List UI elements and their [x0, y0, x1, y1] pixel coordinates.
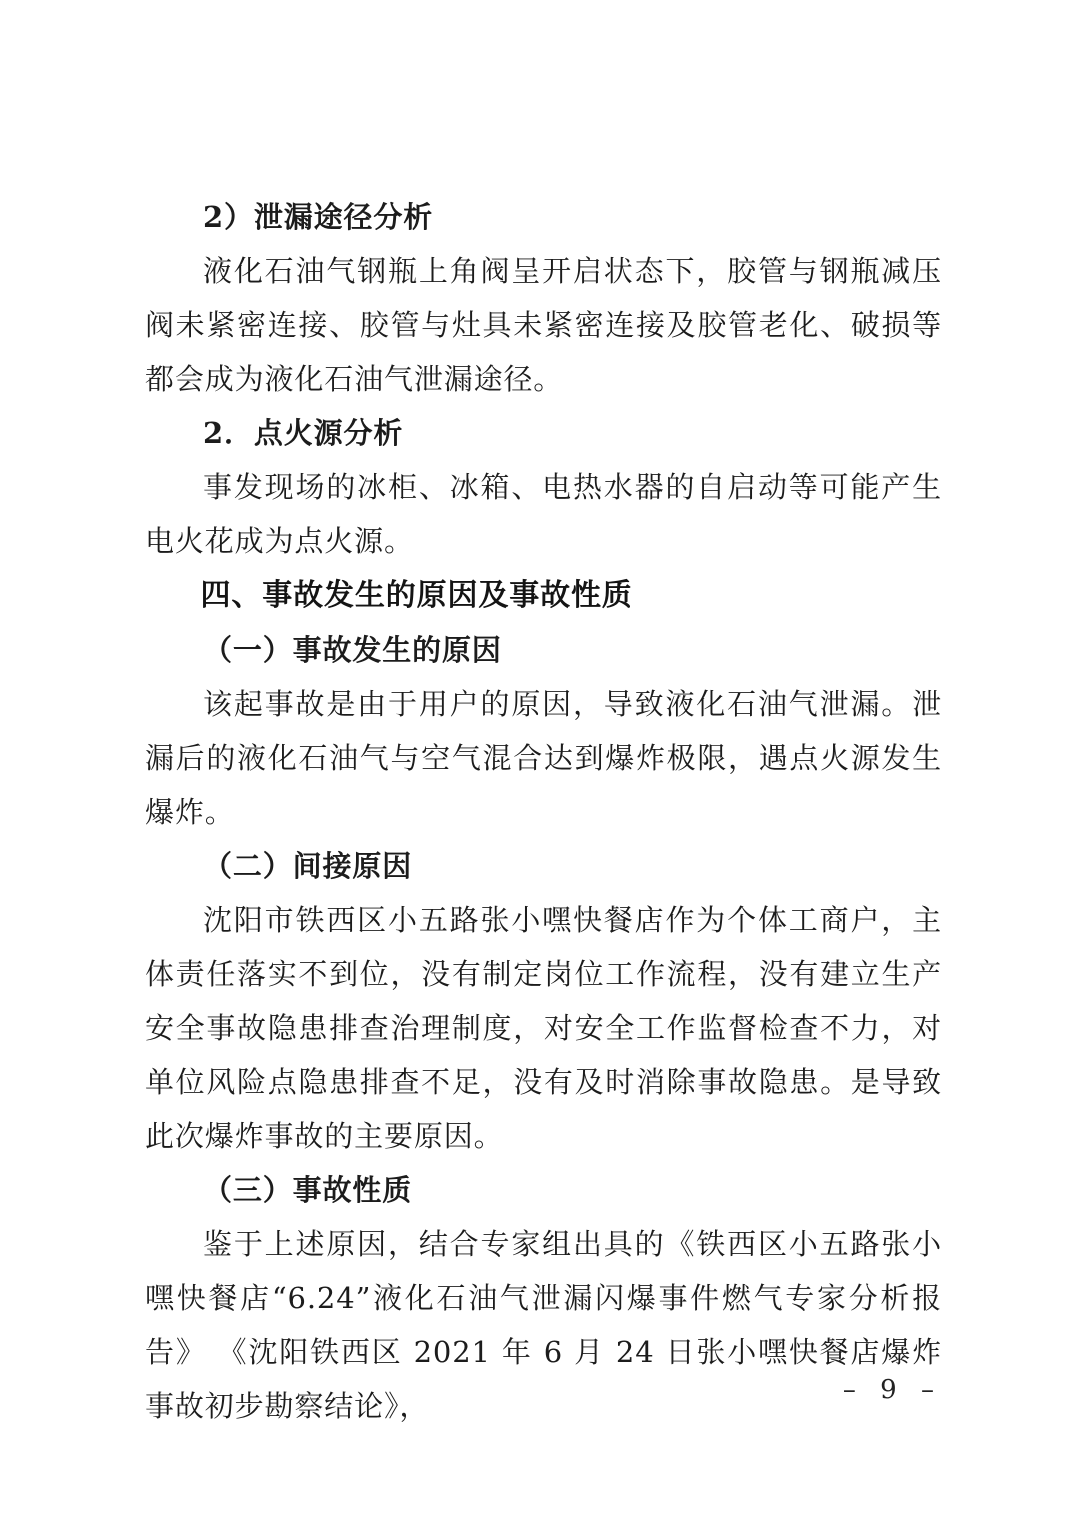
- paragraph-indirect-cause: 沈阳市铁西区小五路张小嘿快餐店作为个体工商户，主体责任落实不到位，没有制定岗位工作流程，没有建立生产安全事故隐患排查治理制度，对安全工作监督检查不力，对单位风险点隐患排查不足，没有及时消除事故隐患。是导致此次爆炸事故的主要原因。: [145, 903, 942, 1153]
- heading-leak-path-analysis: 2）泄漏途径分析: [203, 200, 434, 234]
- heading-direct-cause: （一）事故发生的原因: [203, 633, 502, 667]
- heading-section-four-cause-and-nature: 四、事故发生的原因及事故性质: [200, 578, 633, 613]
- paragraph-accident-nature: 鉴于上述原因，结合专家组出具的《铁西区小五路张小嘿快餐店“6.24”液化石油气泄漏闪爆事件燃气专家分析报告》 《沈阳铁西区 2021 年 6 月 24 日张小嘿快餐店爆炸事故初步勘察结论》，: [145, 1227, 942, 1423]
- report-body: [145, 190, 942, 1433]
- heading-accident-nature: （三）事故性质: [203, 1173, 413, 1207]
- heading-indirect-cause: （二）间接原因: [203, 849, 413, 883]
- paragraph-direct-cause: 该起事故是由于用户的原因，导致液化石油气泄漏。泄漏后的液化石油气与空气混合达到爆炸极限，遇点火源发生爆炸。: [145, 687, 942, 829]
- heading-ignition-source-analysis: 2．点火源分析: [203, 416, 404, 450]
- page-number: – 9 –: [842, 1375, 942, 1405]
- paragraph-leak-path: 液化石油气钢瓶上角阀呈开启状态下，胶管与钢瓶减压阀未紧密连接、胶管与灶具未紧密连接及胶管老化、破损等都会成为液化石油气泄漏途径。: [145, 254, 942, 396]
- paragraph-ignition-source: 事发现场的冰柜、冰箱、电热水器的自启动等可能产生电火花成为点火源。: [145, 470, 942, 558]
